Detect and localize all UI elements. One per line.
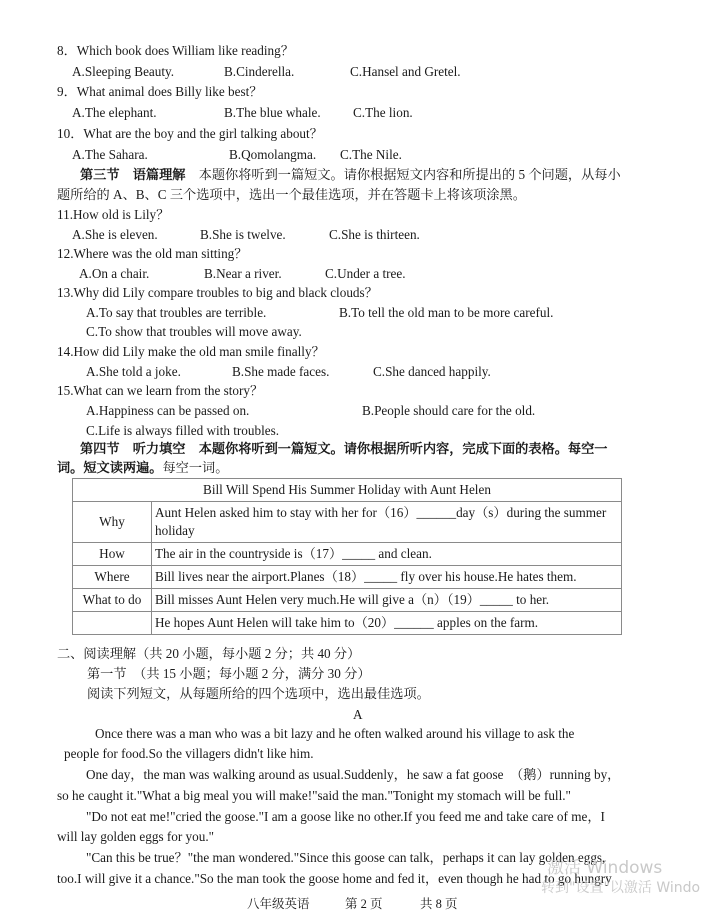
passage-line: will lay golden eggs for you."	[57, 829, 215, 844]
table-row	[73, 502, 622, 543]
passage-line: Once there was a man who was a bit lazy and he often walked around his village to ask the	[95, 726, 575, 741]
table-row-content: Bill lives near the airport.Planes（18）_____ fly over his house.He hates them.	[152, 566, 622, 589]
question-10-option-b: B.Qomolangma.	[229, 147, 317, 162]
question-11-option-b: B.She is twelve.	[200, 227, 286, 242]
table-row-content: He hopes Aunt Helen will take him to（20）______ apples on the farm.	[152, 612, 622, 635]
question-9-option-c: C.The lion.	[353, 105, 413, 120]
table-row-line: holiday	[155, 523, 195, 538]
question-14-stem: 14.How did Lily make the old man smile finally？	[57, 344, 325, 359]
table-row	[73, 612, 622, 635]
table-row-key: Why	[73, 502, 152, 543]
section-3-heading: 第三节 语篇理解	[80, 167, 186, 182]
question-8-option-b: B.Cinderella.	[224, 64, 295, 79]
question-15-stem: 15.What can we learn from the story？	[57, 383, 264, 398]
passage-line: One day，the man was walking around as usual.Suddenly，he saw a fat goose （鹅）running by，	[86, 767, 621, 782]
question-12-option-b: B.Near a river.	[204, 266, 282, 281]
section-3-intro-continued: 题所给的 A、B、C 三个选项中，选出一个最佳选项，并在答题卡上将该项涂黑。	[57, 187, 526, 202]
question-10-stem: 10．What are the boy and the girl talking about？	[57, 126, 323, 141]
table-row-key: How	[73, 543, 152, 566]
table-row	[73, 589, 622, 612]
table-row-content: The air in the countryside is（17）_____ and clean.	[152, 543, 622, 566]
table-row-key: What to do	[73, 589, 152, 612]
reading-instruction: 阅读下列短文，从每题所给的四个选项中，选出最佳选项。	[87, 686, 430, 701]
section-3-intro	[80, 167, 621, 183]
question-13-option-b: B.To tell the old man to be more careful.	[339, 305, 554, 320]
section-4-intro	[80, 441, 608, 457]
question-12-stem: 12.Where was the old man sitting？	[57, 246, 248, 261]
question-15-option-a: A.Happiness can be passed on.	[86, 403, 250, 418]
table-row-content	[152, 502, 622, 543]
section-4-intro-bold: 词。短文读两遍。	[57, 460, 163, 475]
footer-total-pages: 共 8 页	[420, 897, 458, 911]
question-8-option-c: C.Hansel and Gretel.	[350, 64, 461, 79]
question-9-option-a: A.The elephant.	[72, 105, 157, 120]
table-row-key: Where	[73, 566, 152, 589]
activation-watermark-subtitle: 转到"设置"以激活 Windo	[541, 880, 701, 896]
question-9-option-b: B.The blue whale.	[224, 105, 321, 120]
passage-line: "Do not eat me!"cried the goose."I am a goose like no other.If you feed me and take care of me，I	[86, 809, 605, 824]
table-title: Bill Will Spend His Summer Holiday with Aunt Helen	[73, 479, 622, 502]
reading-part-heading: 二、阅读理解（共 20 小题，每小题 2 分；共 40 分）	[57, 646, 361, 661]
passage-line: "Can this be true？"the man wondered."Since this goose can talk，perhaps it can lay golden eggs,	[86, 850, 606, 865]
section-3-intro-text: 本题你将听到一篇短文。请你根据短文内容和所提出的 5 个问题，从每小	[198, 167, 621, 182]
passage-label: A	[353, 707, 363, 722]
table-row-content: Bill misses Aunt Helen very much.He will give a（n）（19）_____ to her.	[152, 589, 622, 612]
question-11-option-c: C.She is thirteen.	[329, 227, 420, 242]
question-11-stem: 11.How old is Lily？	[57, 207, 170, 222]
table-row-key	[73, 612, 152, 635]
table-title-row	[73, 479, 622, 502]
passage-line: so he caught it."What a big meal you will make!"said the man."Tonight my stomach will be full."	[57, 788, 571, 803]
question-13-stem: 13.Why did Lily compare troubles to big and black clouds？	[57, 285, 378, 300]
section-4-heading: 第四节 听力填空	[80, 441, 186, 456]
passage-line: people for food.So the villagers didn't like him.	[64, 746, 314, 761]
section-4-intro-continued	[57, 460, 228, 476]
question-9-stem: 9．What animal does Billy like best？	[57, 84, 263, 99]
question-13-option-a: A.To say that troubles are terrible.	[86, 305, 267, 320]
question-12-option-a: A.On a chair.	[79, 266, 150, 281]
table-row-line: Aunt Helen asked him to stay with her for（16）______day（s）during the summer	[155, 505, 607, 520]
question-13-option-c: C.To show that troubles will move away.	[86, 324, 302, 339]
question-8-option-a: A.Sleeping Beauty.	[72, 64, 175, 79]
section-4-intro-text: 本题你将听到一篇短文。请你根据所听内容，完成下面的表格。每空一	[198, 441, 608, 456]
question-11-option-a: A.She is eleven.	[72, 227, 158, 242]
footer-subject: 八年级英语	[247, 897, 310, 911]
question-14-option-a: A.She told a joke.	[86, 364, 181, 379]
question-8-stem: 8．Which book does William like reading？	[57, 43, 294, 58]
question-15-option-b: B.People should care for the old.	[362, 403, 536, 418]
reading-section-1-heading: 第一节 （共 15 小题；每小题 2 分，满分 30 分）	[87, 666, 371, 681]
table-row	[73, 566, 622, 589]
question-15-option-c: C.Life is always filled with troubles.	[86, 423, 280, 438]
section-4-intro-plain: 每空一词。	[162, 460, 229, 475]
question-14-option-c: C.She danced happily.	[373, 364, 491, 379]
question-14-option-b: B.She made faces.	[232, 364, 330, 379]
question-10-option-a: A.The Sahara.	[72, 147, 148, 162]
passage-line: too.I will give it a chance."So the man took the goose home and fed it，even though he had to go hungry	[57, 871, 612, 886]
question-12-option-c: C.Under a tree.	[325, 266, 406, 281]
footer-page-number: 第 2 页	[345, 897, 383, 911]
table-row	[73, 543, 622, 566]
listening-fill-table	[72, 478, 622, 635]
question-10-option-c: C.The Nile.	[340, 147, 402, 162]
activation-watermark-title: 激活 Windows	[547, 858, 663, 878]
